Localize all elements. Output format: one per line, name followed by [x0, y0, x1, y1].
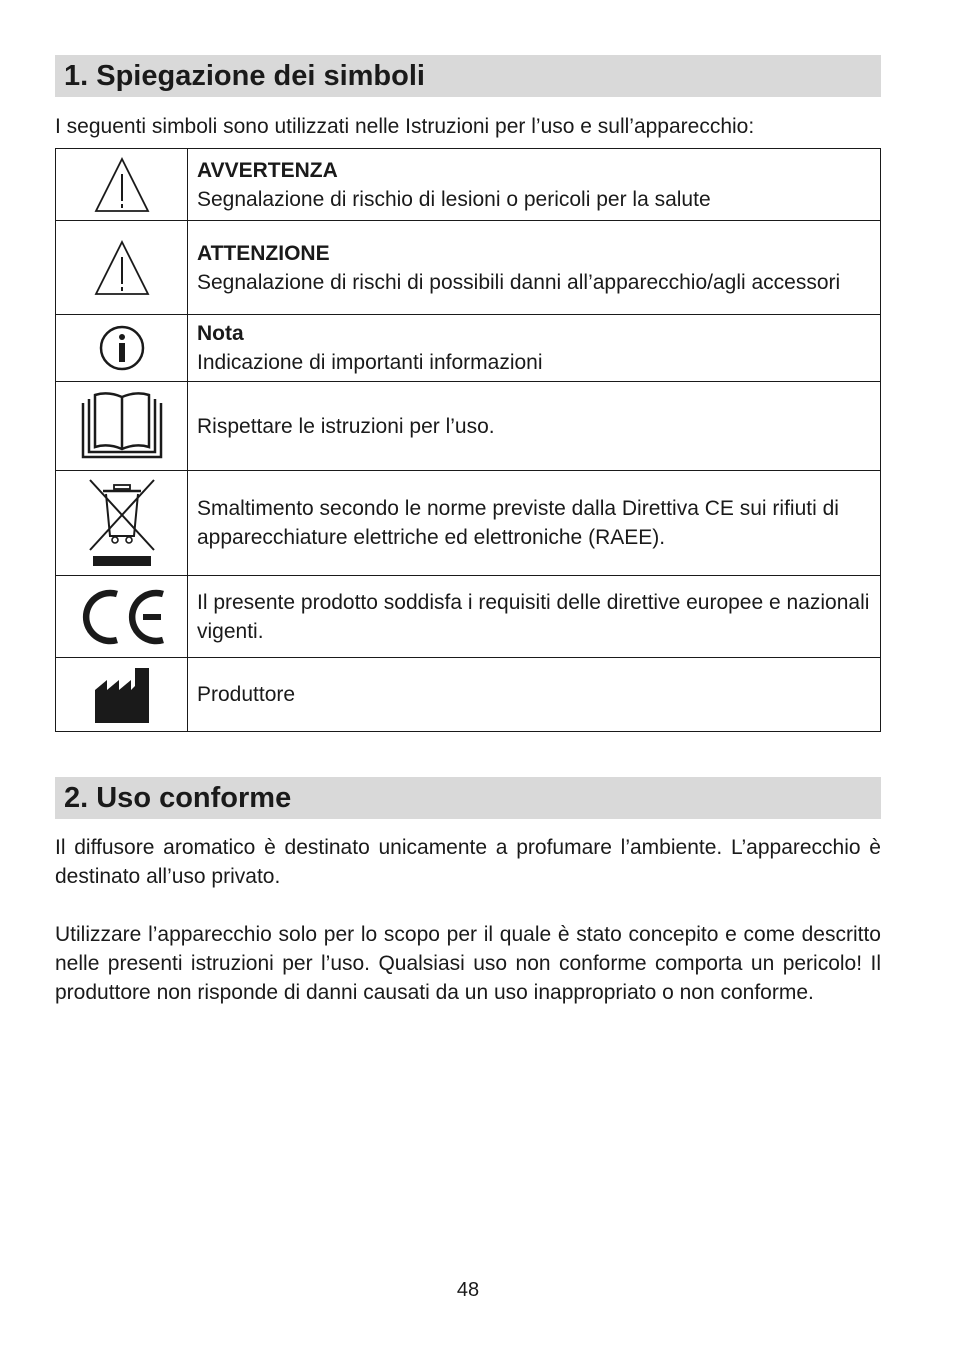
manufacturer-icon: [93, 666, 151, 724]
intended-use-paragraph-2: Utilizzare l’apparecchio solo per lo scopo per il quale è stato concepito e come descritto nelle presenti istruzioni per l’uso. Qualsiasi uso non conforme comporta un pericolo! Il produttore non risponde di danni causati da un uso inappropriato o non conforme.: [55, 923, 881, 1004]
intended-use-paragraph-1: Il diffusore aromatico è destinato unicamente a profumare l’ambiente. L’apparecchio è destinato all’uso privato.: [55, 836, 881, 888]
row-text: Produttore: [197, 683, 296, 706]
table-row: [56, 149, 881, 221]
row-title: Nota: [197, 322, 244, 345]
row-text: Smaltimento secondo le norme previste dalla Direttiva CE sui rifiuti di apparecchiature elettriche ed elettroniche (RAEE).: [197, 497, 839, 549]
page-number: 48: [456, 1279, 480, 1301]
symbols-intro: I seguenti simboli sono utilizzati nelle Istruzioni per l’uso e sull’apparecchio:: [55, 115, 755, 138]
table-row: [56, 576, 881, 658]
table-row: [56, 658, 881, 732]
row-text: Indicazione di importanti informazioni: [197, 351, 543, 374]
row-text: Segnalazione di rischi di possibili danni all’apparecchio/agli accessori: [197, 270, 841, 294]
row-title: ATTENZIONE: [197, 241, 330, 265]
table-row: [56, 221, 881, 315]
warning-triangle-icon: [93, 156, 151, 214]
instruction-manual-icon: [80, 391, 164, 461]
table-row: [56, 382, 881, 471]
row-title: AVVERTENZA: [197, 158, 338, 182]
ce-mark-icon: [77, 587, 167, 647]
caution-triangle-icon: [93, 239, 151, 297]
row-text: Segnalazione di rischio di lesioni o pericoli per la salute: [197, 187, 711, 211]
row-text: Il presente prodotto soddisfa i requisiti delle direttive europee e nazionali vigenti.: [197, 590, 870, 643]
table-row: [56, 471, 881, 576]
section-1-heading: 1. Spiegazione dei simboli: [55, 55, 881, 97]
symbols-table: [55, 148, 881, 732]
row-text: Rispettare le istruzioni per l’uso.: [197, 414, 495, 438]
weee-crossed-bin-icon: [87, 478, 157, 568]
info-icon: [98, 324, 146, 372]
table-row: [56, 315, 881, 382]
section-2-heading: 2. Uso conforme: [55, 777, 881, 819]
